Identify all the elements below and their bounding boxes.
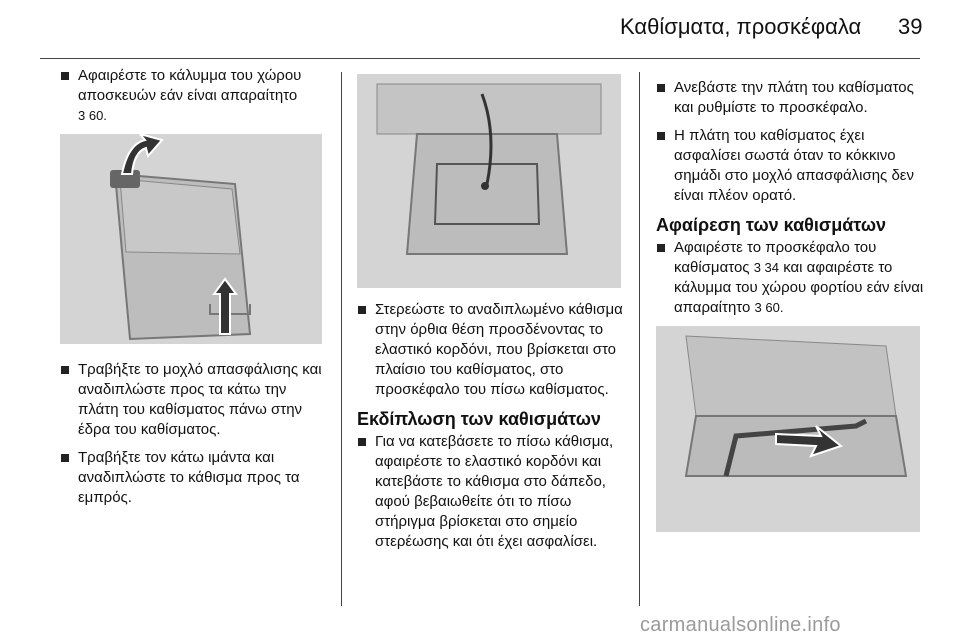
illustration-seat-release-lever	[60, 134, 322, 344]
page-reference-link[interactable]: 3 60.	[754, 300, 784, 315]
column-1	[60, 66, 330, 516]
column-divider-right	[639, 72, 640, 606]
instruction-raise-backrest: Ανεβάστε την πλάτη του καθίσματος και ρυθμίστε το προσκέφαλο.	[656, 78, 924, 118]
instruction-pull-lever: Τραβήξτε το μοχλό απασφάλισης και αναδιπλώστε προς τα κάτω την πλάτη του καθίσματος πάνω στην έδρα του καθίσματος.	[60, 360, 330, 440]
instruction-remove-cover	[60, 66, 330, 126]
instruction-text: και αφαιρέστε το κάλυμμα του χώρου φορτίου εάν είναι απαραίτητο	[674, 259, 924, 316]
column-divider-left	[341, 72, 342, 606]
page-number: 39	[898, 14, 923, 39]
instruction-secure-seat: Στερεώστε το αναδιπλωμένο κάθισμα στην όρθια θέση προσδένοντας το ελαστικό κορδόνι, που βρίσκεται στο πλαίσιο του καθίσματος, στο προσκέφαλο του πίσω καθίσματος.	[357, 300, 625, 400]
page-reference-link[interactable]: 3 60.	[78, 108, 107, 123]
column-2	[357, 74, 625, 560]
section-heading-remove-seats: Αφαίρεση των καθισμάτων	[656, 215, 887, 235]
seat-removal-illustration	[656, 326, 920, 532]
instruction-text: Αφαιρέστε το προσκέφαλο του καθίσματος	[674, 239, 877, 276]
page-title: Καθίσματα, προσκέφαλα	[620, 14, 862, 39]
column-3	[656, 78, 924, 532]
instruction-remove-headrest	[656, 238, 924, 318]
illustration-seat-removal	[656, 326, 920, 532]
instruction-lower-seat: Για να κατεβάσετε το πίσω κάθισμα, αφαιρέστε το ελαστικό κορδόνι και κατεβάστε το κάθισμα στο δάπεδο, αφού βεβαιωθείτε ότι το πίσω στήριγμα βρίσκεται στο σημείο στερέωσης και ότι έχει ασφαλίσει.	[357, 432, 625, 552]
header-rule	[40, 58, 920, 59]
instruction-check-lock: Η πλάτη του καθίσματος έχει ασφαλίσει σωστά όταν το κόκκινο σημάδι στο μοχλό απασφάλισης δεν είναι πλέον ορατό.	[656, 126, 924, 206]
instruction-text: Αφαιρέστε το κάλυμμα του χώρου αποσκευών εάν είναι απαραίτητο	[78, 67, 302, 104]
section-heading-unfold-seats: Εκδίπλωση των καθισμάτων	[357, 409, 601, 429]
watermark: carmanualsonline.info	[640, 614, 841, 636]
seat-release-illustration	[60, 134, 322, 344]
instruction-pull-strap: Τραβήξτε τον κάτω ιμάντα και αναδιπλώστε το κάθισμα προς τα εμπρός.	[60, 448, 330, 508]
seat-cord-illustration	[357, 74, 621, 288]
illustration-seat-upright-cord	[357, 74, 621, 288]
page-reference-link[interactable]: 3 34	[753, 260, 780, 275]
